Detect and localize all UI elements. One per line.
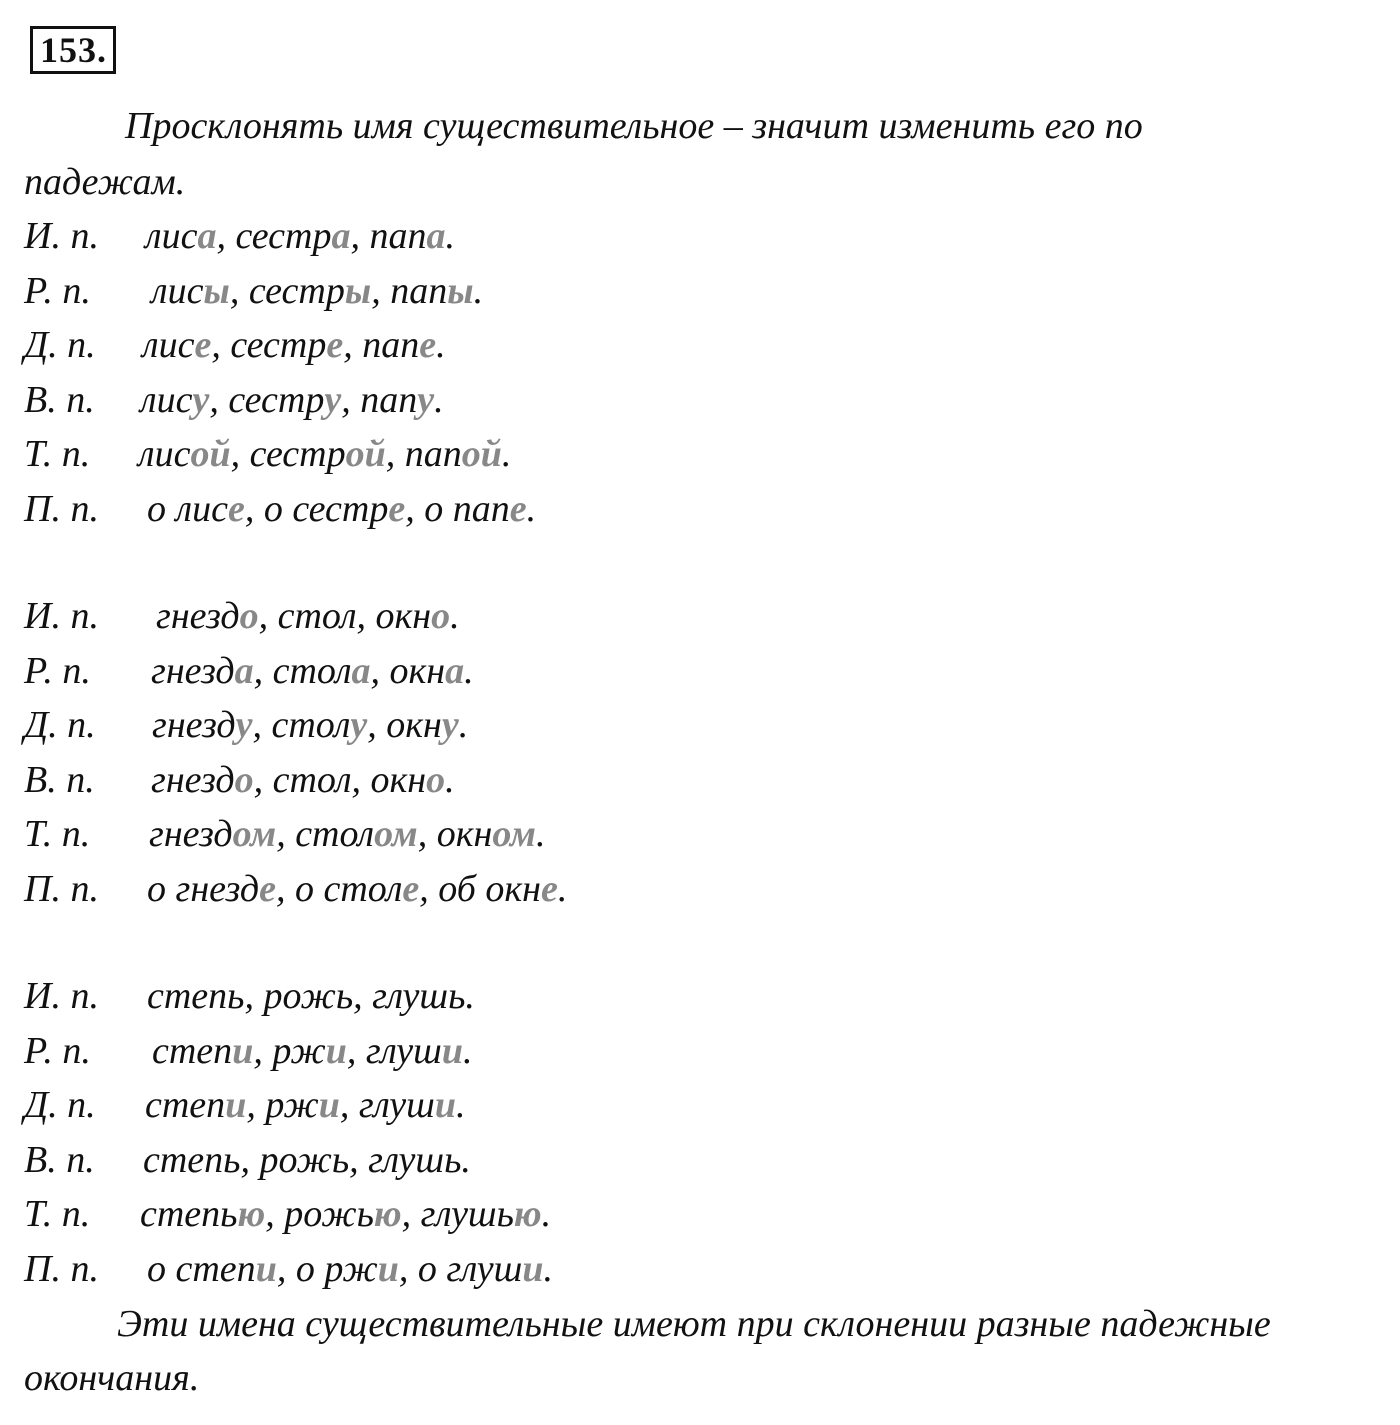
case-forms: [143, 1138, 471, 1182]
word-ending: е: [227, 488, 245, 530]
word-stem: степ: [145, 1084, 226, 1127]
case-label: В. п.: [24, 758, 95, 801]
word-stem: .: [541, 1193, 552, 1236]
case-label: П. п.: [24, 868, 99, 910]
word-stem: , сестр: [216, 215, 332, 257]
word-ending: а: [331, 215, 351, 257]
word-stem: , окн: [367, 704, 442, 747]
word-ending: у: [417, 378, 435, 421]
word-ending: и: [434, 1084, 456, 1127]
word-stem: .: [450, 595, 460, 637]
word-stem: .: [445, 758, 455, 801]
word-stem: гнезд: [151, 758, 235, 801]
case-label: И. п.: [24, 595, 99, 637]
word-stem: , стол, окн: [253, 758, 427, 801]
case-forms: [140, 1192, 551, 1236]
word-stem: , о рж: [276, 1248, 378, 1290]
word-stem: гнезд: [149, 813, 233, 856]
case-forms: [147, 1247, 553, 1291]
word-stem: , рожь: [265, 1193, 374, 1236]
case-forms: [152, 703, 468, 747]
word-ending: ом: [232, 813, 277, 856]
case-label: Т. п.: [24, 813, 91, 856]
word-stem: о лис: [147, 488, 228, 530]
word-stem: лис: [138, 433, 191, 476]
case-label: Д. п.: [24, 324, 96, 367]
case-label: И. п.: [24, 215, 99, 257]
word-stem: , о сестр: [244, 488, 389, 530]
word-ending: е: [402, 868, 420, 910]
word-ending: а: [351, 649, 371, 692]
word-stem: о степ: [147, 1248, 256, 1290]
word-stem: степь: [140, 1193, 238, 1236]
word-ending: ой: [461, 433, 502, 476]
word-ending: а: [445, 649, 465, 692]
word-stem: , глуш: [339, 1084, 435, 1127]
case-forms: [147, 487, 536, 531]
word-stem: , пап: [341, 378, 418, 421]
word-ending: о: [426, 758, 446, 801]
word-ending: ю: [513, 1193, 542, 1236]
case-forms: [145, 1083, 465, 1127]
word-stem: гнезд: [152, 704, 236, 747]
exercise-number: 153.: [30, 26, 116, 74]
case-forms: [152, 1029, 472, 1073]
word-stem: , сестр: [229, 269, 345, 312]
word-stem: .: [434, 378, 444, 421]
case-label: П. п.: [24, 1248, 99, 1290]
word-stem: .: [445, 215, 455, 257]
case-label: Т. п.: [24, 433, 91, 476]
word-ending: е: [326, 324, 344, 367]
word-stem: лис: [140, 378, 193, 421]
word-stem: , стол: [252, 704, 351, 747]
word-stem: .: [473, 269, 484, 312]
word-ending: а: [426, 215, 446, 257]
word-stem: , об окн: [419, 868, 542, 910]
word-ending: о: [431, 595, 451, 637]
word-stem: , о глуш: [398, 1248, 523, 1290]
case-forms: [151, 649, 474, 693]
word-stem: , рж: [246, 1084, 319, 1127]
word-stem: , стол: [253, 649, 352, 692]
case-label: Р. п.: [24, 1029, 91, 1072]
word-ending: ом: [492, 813, 536, 856]
word-stem: .: [458, 704, 469, 747]
word-ending: ю: [237, 1193, 266, 1236]
word-ending: ы: [447, 269, 474, 312]
case-forms: [142, 323, 446, 367]
case-forms: [138, 432, 511, 476]
word-ending: е: [509, 488, 527, 530]
word-ending: ой: [190, 433, 231, 476]
word-stem: , окн: [370, 649, 446, 692]
case-forms: [151, 758, 455, 802]
word-ending: е: [194, 324, 212, 367]
conclusion-line-1: Эти имена существительные имеют при склонении разные падежные: [117, 1303, 1271, 1345]
word-stem: .: [455, 1084, 466, 1127]
word-ending: ю: [373, 1193, 402, 1236]
word-ending: у: [324, 378, 342, 421]
word-ending: е: [541, 868, 558, 910]
word-stem: , пап: [385, 433, 462, 476]
case-forms: [140, 378, 444, 422]
word-ending: е: [388, 488, 406, 530]
word-ending: ом: [374, 813, 418, 856]
word-ending: и: [325, 1029, 347, 1072]
word-stem: , пап: [350, 215, 427, 257]
word-stem: гнезд: [156, 595, 240, 637]
word-ending: у: [350, 704, 368, 747]
conclusion-line-2: окончания.: [24, 1357, 200, 1399]
word-ending: у: [235, 704, 253, 747]
word-ending: о: [239, 595, 259, 637]
case-forms: [151, 269, 483, 313]
case-forms: [156, 594, 460, 638]
case-label: Р. п.: [24, 649, 91, 692]
word-stem: .: [557, 868, 568, 910]
case-forms: [149, 812, 545, 856]
word-ending: и: [232, 1029, 254, 1072]
case-label: В. п.: [24, 378, 95, 421]
word-stem: , сестр: [230, 433, 346, 476]
word-stem: .: [501, 433, 512, 476]
word-ending: о: [234, 758, 254, 801]
word-stem: , стол, окн: [258, 595, 432, 637]
word-stem: степ: [152, 1029, 233, 1072]
word-ending: и: [255, 1248, 277, 1290]
word-ending: е: [419, 324, 437, 367]
intro-line-1: Просклонять имя существительное – значит изменить его по: [125, 105, 1143, 147]
word-stem: гнезд: [151, 649, 235, 692]
case-label: Р. п.: [24, 269, 91, 312]
case-label: И. п.: [24, 975, 99, 1017]
case-label: Д. п.: [24, 1084, 96, 1127]
word-ending: е: [259, 868, 276, 910]
word-stem: , о пап: [405, 488, 510, 530]
case-label: В. п.: [24, 1138, 95, 1181]
case-label: Д. п.: [24, 704, 96, 747]
word-ending: и: [522, 1248, 544, 1290]
word-stem: , глушь: [401, 1193, 514, 1236]
word-stem: .: [526, 488, 537, 530]
case-label: П. п.: [24, 488, 99, 530]
word-ending: и: [225, 1084, 247, 1127]
word-stem: лис: [151, 269, 204, 312]
case-label: Т. п.: [24, 1193, 91, 1236]
word-stem: лис: [142, 324, 195, 367]
case-forms: [147, 867, 567, 911]
case-forms: [147, 974, 475, 1018]
word-stem: о гнезд: [147, 868, 260, 910]
word-stem: лис: [145, 215, 198, 257]
word-ending: и: [441, 1029, 463, 1072]
word-stem: , стол: [276, 813, 375, 856]
word-stem: , пап: [371, 269, 448, 312]
word-stem: .: [436, 324, 446, 367]
word-stem: , глуш: [346, 1029, 442, 1072]
word-stem: степь, рожь, глушь.: [143, 1138, 471, 1181]
word-stem: , о стол: [275, 868, 403, 910]
word-stem: , окн: [417, 813, 493, 856]
word-stem: , пап: [343, 324, 420, 367]
word-stem: , сестр: [211, 324, 327, 367]
word-ending: и: [377, 1248, 399, 1290]
word-ending: ой: [345, 433, 386, 476]
word-ending: а: [197, 215, 217, 257]
word-stem: , рж: [253, 1029, 326, 1072]
word-ending: у: [441, 704, 459, 747]
word-stem: .: [462, 1029, 473, 1072]
word-stem: , сестр: [209, 378, 325, 421]
word-stem: степь, рожь, глушь.: [147, 975, 475, 1017]
word-ending: и: [318, 1084, 340, 1127]
word-stem: .: [535, 813, 546, 856]
word-ending: у: [192, 378, 210, 421]
word-stem: .: [464, 649, 474, 692]
word-stem: .: [543, 1248, 553, 1290]
word-ending: ы: [344, 269, 372, 312]
intro-line-2: падежам.: [24, 161, 186, 203]
case-forms: [145, 214, 455, 258]
word-ending: а: [234, 649, 254, 692]
word-ending: ы: [203, 269, 230, 312]
